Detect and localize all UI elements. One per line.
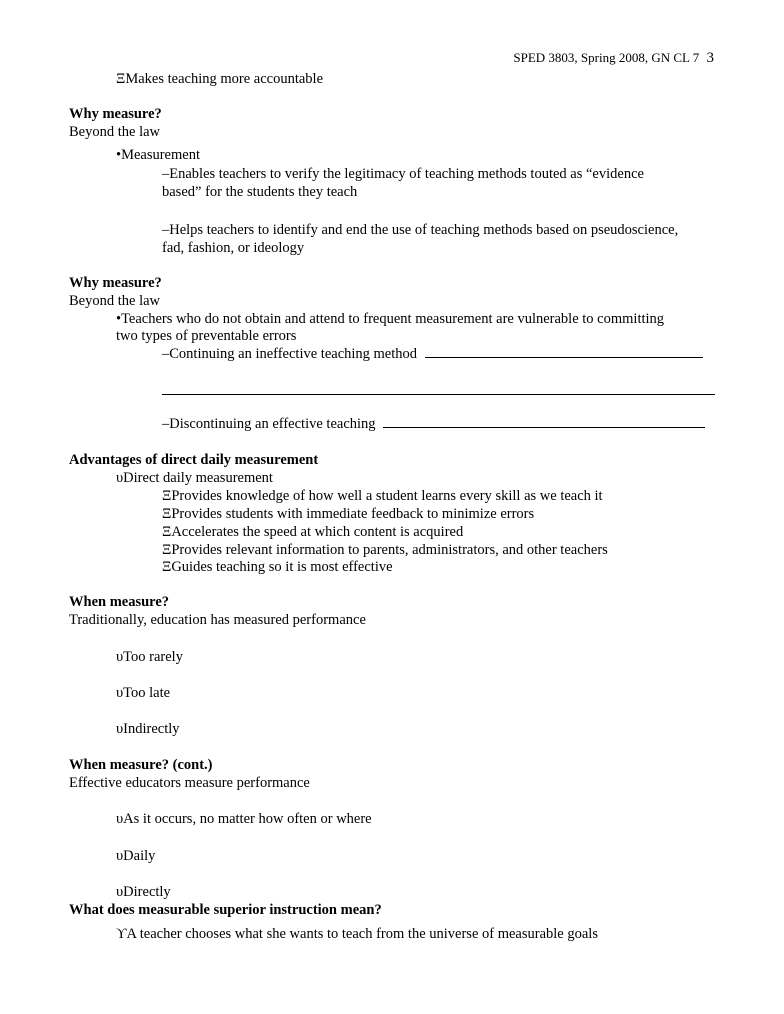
advantage-feedback: ΞProvides students with immediate feedback to minimize errors <box>162 506 535 522</box>
advantage-accelerates: ΞAccelerates the speed at which content is acquired <box>162 524 464 540</box>
heading-why-measure-2: Why measure? <box>69 275 162 291</box>
subheading-beyond-law-2: Beyond the law <box>69 293 161 309</box>
bullet-errors-1: •Teachers who do not obtain and attend to frequent measurement are vulnerable to committing <box>116 311 665 327</box>
bullet-as-it-occurs: υAs it occurs, no matter how often or where <box>116 811 372 827</box>
fill-in-blank <box>425 345 703 358</box>
subheading-beyond-law-1: Beyond the law <box>69 124 161 140</box>
bullet-indirectly: υIndirectly <box>116 721 180 737</box>
error-continuing-label: –Continuing an ineffective teaching method <box>162 346 418 362</box>
subpoint-pseudoscience-1: –Helps teachers to identify and end the use of teaching methods based on pseudoscience, <box>162 222 679 238</box>
page-number: 3 <box>706 50 714 66</box>
text-effective-educators: Effective educators measure performance <box>69 775 310 791</box>
bullet-teacher-chooses: ϒA teacher chooses what she wants to teach from the universe of measurable goals <box>116 926 598 942</box>
fill-in-blank-line <box>162 394 715 395</box>
bullet-daily: υDaily <box>116 848 156 864</box>
heading-why-measure-1: Why measure? <box>69 106 162 122</box>
heading-superior-instruction: What does measurable superior instruction mean? <box>69 902 382 918</box>
advantage-knowledge: ΞProvides knowledge of how well a student learns every skill as we teach it <box>162 488 603 504</box>
bullet-errors-2: two types of preventable errors <box>116 328 297 344</box>
bullet-too-rarely: υToo rarely <box>116 649 183 665</box>
subpoint-evidence-1: –Enables teachers to verify the legitimacy of teaching methods touted as “evidence <box>162 166 644 182</box>
subpoint-pseudoscience-2: fad, fashion, or ideology <box>162 240 305 256</box>
advantage-guides: ΞGuides teaching so it is most effective <box>162 559 393 575</box>
fill-in-blank <box>383 415 705 428</box>
error-continuing <box>162 345 703 363</box>
bullet-directly: υDirectly <box>116 884 171 900</box>
error-discontinuing <box>162 415 705 433</box>
heading-when-measure-cont: When measure? (cont.) <box>69 757 213 773</box>
error-discontinuing-label: –Discontinuing an effective teaching <box>162 416 376 432</box>
bullet-direct-daily: υDirect daily measurement <box>116 470 273 486</box>
heading-when-measure: When measure? <box>69 594 170 610</box>
text-traditionally: Traditionally, education has measured performance <box>69 612 366 628</box>
bullet-too-late: υToo late <box>116 685 171 701</box>
bullet-measurement: •Measurement <box>116 147 200 163</box>
course-label: SPED 3803, Spring 2008, GN CL 7 <box>513 50 700 65</box>
page-header <box>513 49 714 67</box>
heading-advantages: Advantages of direct daily measurement <box>69 452 319 468</box>
bullet-accountable: ΞMakes teaching more accountable <box>116 71 324 87</box>
advantage-information: ΞProvides relevant information to parents, administrators, and other teachers <box>162 542 608 558</box>
subpoint-evidence-2: based” for the students they teach <box>162 184 358 200</box>
